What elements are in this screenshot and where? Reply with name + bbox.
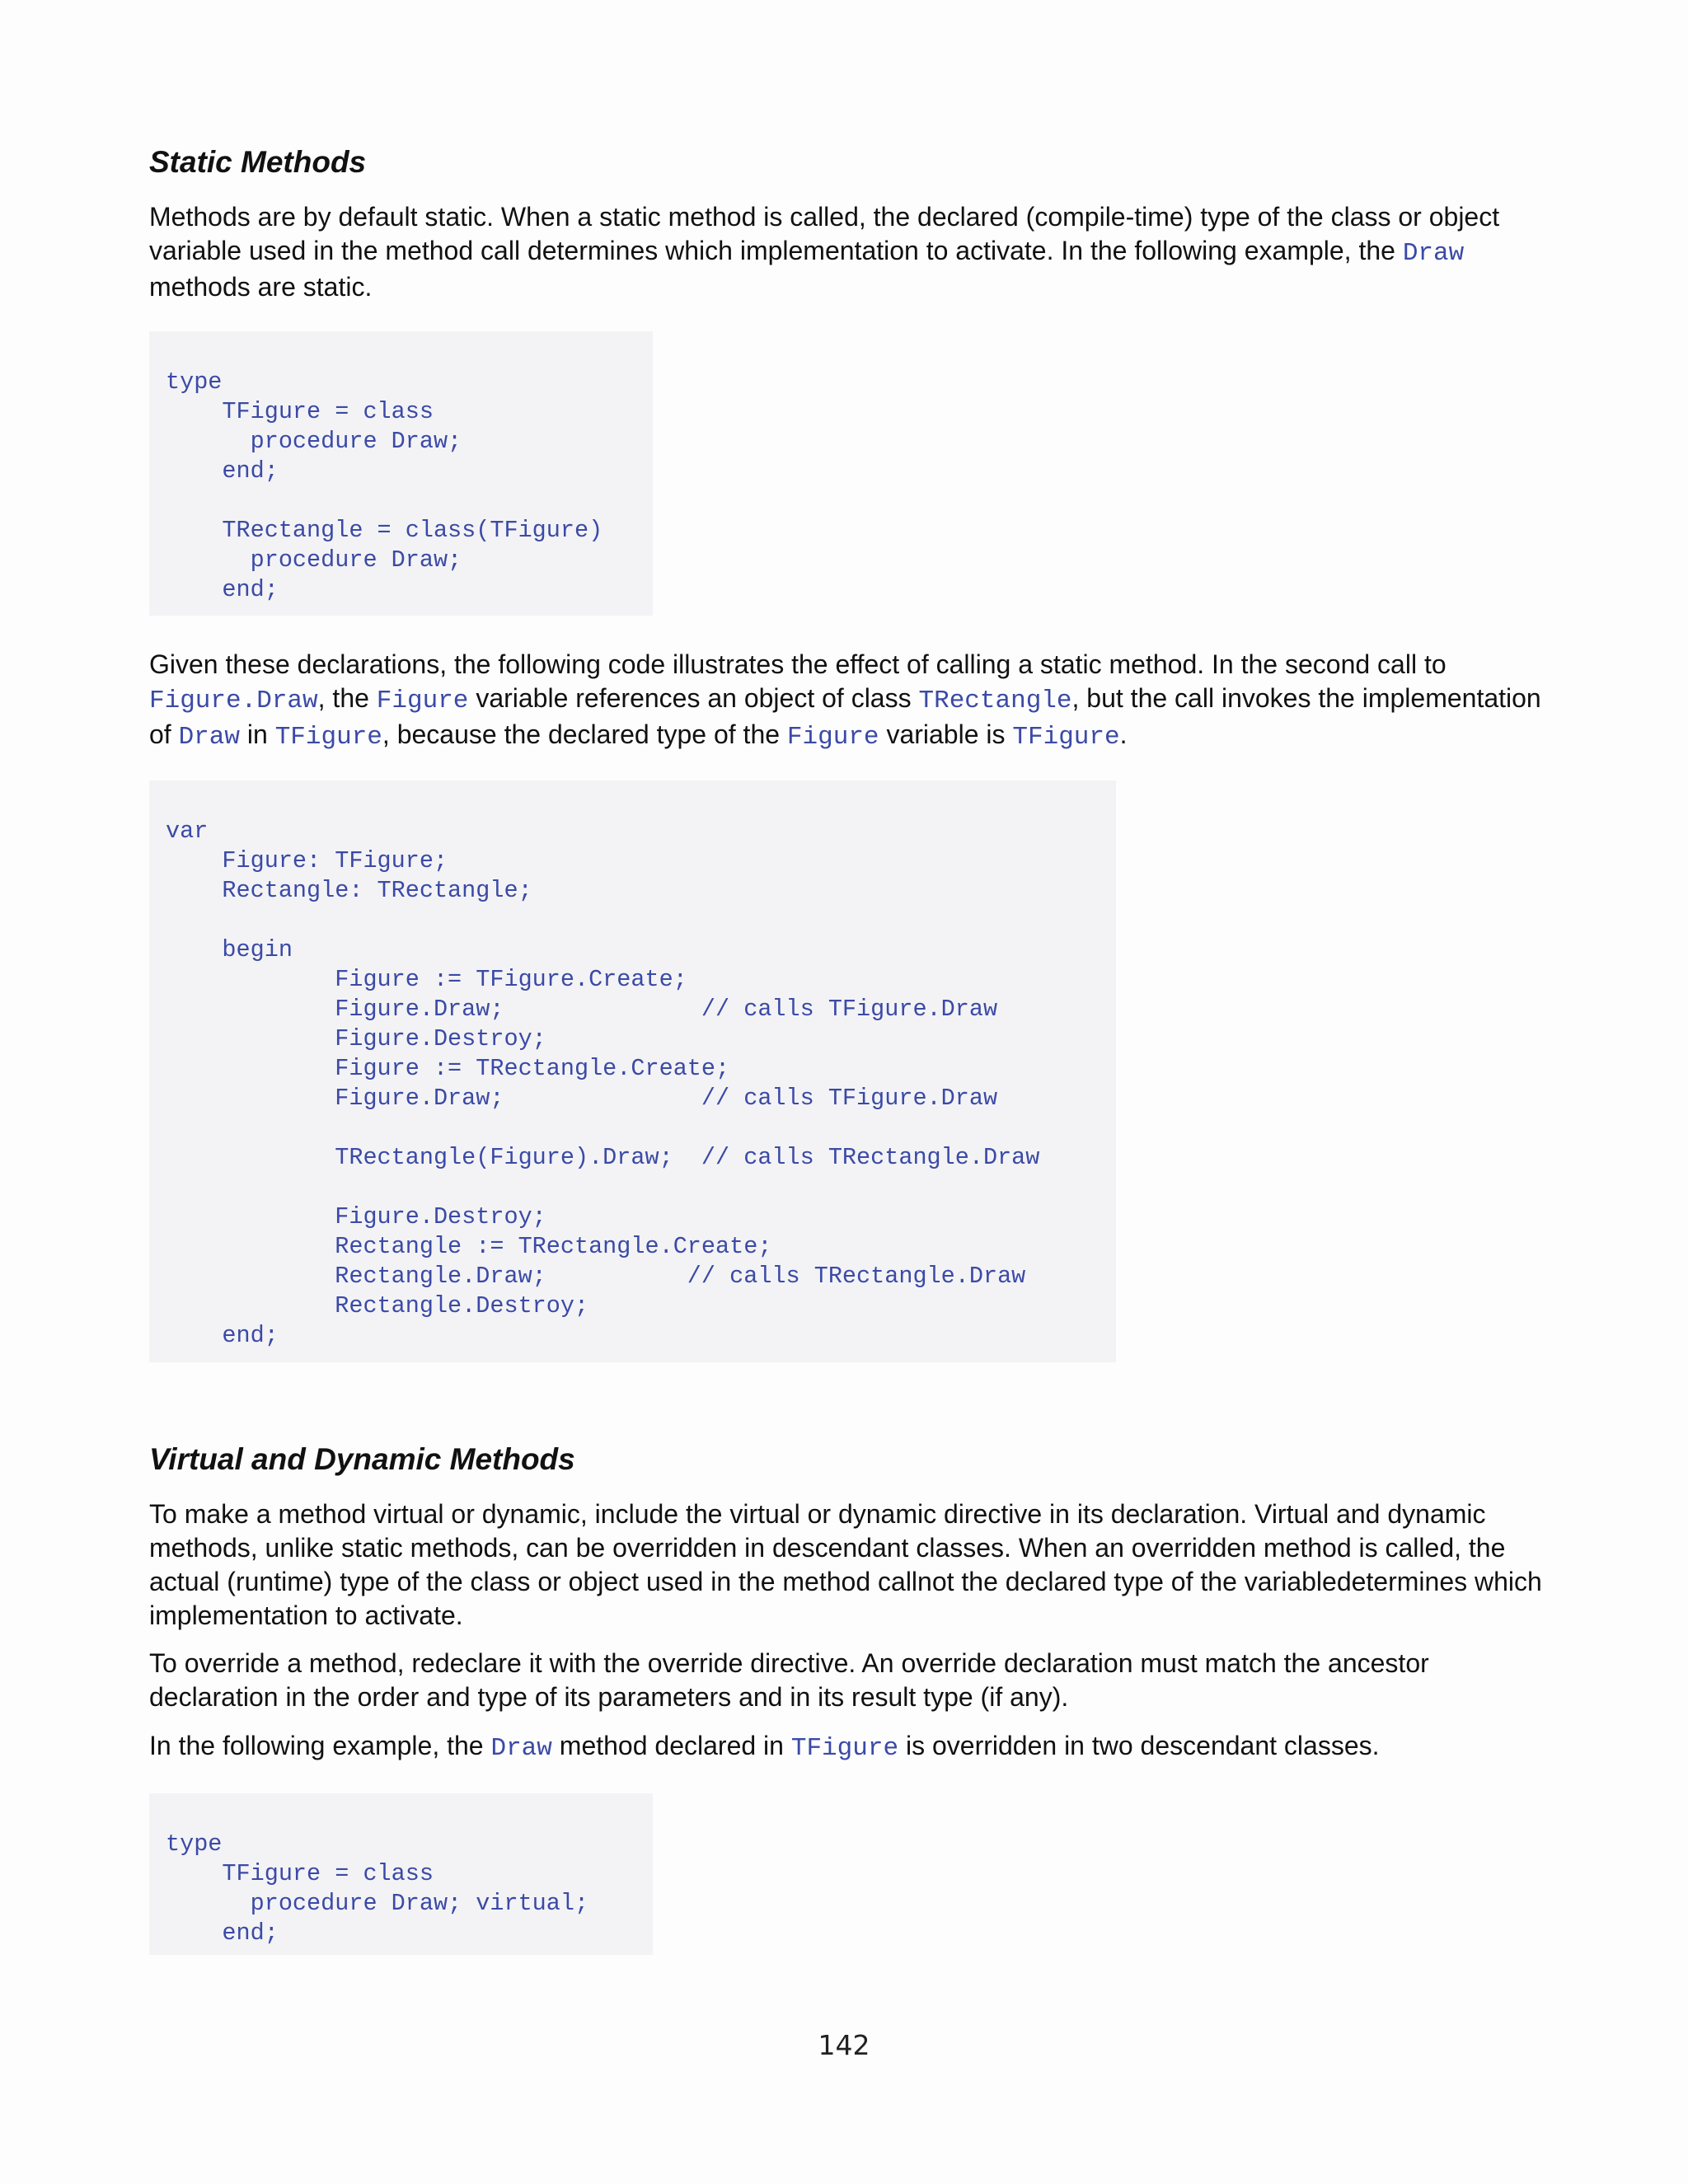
code-line: TRectangle = class(TFigure) (166, 517, 603, 544)
explain-text: , the (317, 683, 377, 713)
para3-text: In the following example, the (149, 1731, 491, 1760)
code-line: end; (166, 576, 279, 603)
section-heading-virtual-dynamic: Virtual and Dynamic Methods (149, 1442, 575, 1476)
explain-text: variable references an object of class (468, 683, 919, 713)
code-line: Figure.Destroy; (166, 1203, 546, 1230)
explain-code: Draw (178, 723, 240, 752)
code-block-static-usage (149, 780, 1116, 1362)
explain-text: Given these declarations, the following code illustrates the effect of calling a static method. In the second call to (149, 649, 1447, 679)
code-line: Figure.Draw; // calls TFigure.Draw (166, 1085, 998, 1112)
section-heading-static-methods: Static Methods (149, 145, 367, 179)
explain-code: Figure (376, 687, 469, 715)
code-line: procedure Draw; (166, 428, 462, 455)
explain-text: , because the declared type of the (382, 719, 787, 749)
virtual-paragraph-2: To override a method, redeclare it with the override directive. An override declaration must match the ancestor declaration in the order and type of its parameters and in its result type (if any). (149, 1648, 1429, 1712)
code-line: Figure := TFigure.Create; (166, 966, 687, 993)
para3-code: Draw (490, 1734, 552, 1763)
code-line: Rectangle.Destroy; (166, 1292, 589, 1319)
code-line: Rectangle.Draw; // calls TRectangle.Draw (166, 1263, 1026, 1290)
code-block-virtual-declaration (149, 1793, 653, 1955)
code-line: end; (166, 457, 279, 485)
code-line: TFigure = class (166, 1860, 434, 1887)
code-line: var (166, 818, 209, 845)
code-line: TFigure = class (166, 398, 434, 425)
virtual-paragraph-3 (149, 1729, 1550, 1765)
intro-code-draw: Draw (1402, 239, 1465, 268)
intro-text-2: methods are static. (149, 272, 373, 302)
code-line: type (166, 1830, 223, 1858)
code-line: end; (166, 1322, 279, 1349)
explain-text: variable is (879, 719, 1013, 749)
explain-code: Figure (786, 723, 879, 752)
code-line: Rectangle := TRectangle.Create; (166, 1233, 772, 1260)
code-line: end; (166, 1919, 279, 1947)
para3-code: TFigure (790, 1734, 899, 1763)
code-line: procedure Draw; virtual; (166, 1890, 589, 1917)
static-intro-paragraph (149, 200, 1550, 304)
virtual-paragraph-1: To make a method virtual or dynamic, include the virtual or dynamic directive in its declaration. Virtual and dynamic methods, unlike static methods, can be overridden in descendant classes. When an overridden method is called, the actual (runtime) type of the class or object used in the method callnot the declared type of the variabledetermines which implementation to activate. (149, 1499, 1542, 1630)
code-line: Figure.Destroy; (166, 1025, 546, 1052)
explain-text: in (240, 719, 275, 749)
page-number: 142 (818, 2029, 870, 2061)
code-line: Figure := TRectangle.Create; (166, 1055, 730, 1082)
code-line: begin (166, 936, 293, 963)
static-explain-paragraph (149, 648, 1550, 754)
para3-text: is overridden in two descendant classes. (898, 1731, 1380, 1760)
explain-text: . (1119, 719, 1128, 749)
para3-text: method declared in (551, 1731, 791, 1760)
explain-code: TFigure (274, 723, 382, 752)
code-line: type (166, 368, 223, 396)
code-line: Figure: TFigure; (166, 847, 448, 874)
explain-code: TRectangle (918, 687, 1072, 715)
explain-code: TFigure (1012, 723, 1120, 752)
explain-text: , but the call invokes the implementation of (149, 683, 1541, 749)
code-block-static-declarations (149, 331, 653, 616)
code-line: TRectangle(Figure).Draw; // calls TRectangle.Draw (166, 1144, 1040, 1171)
intro-text-1: Methods are by default static. When a static method is called, the declared (compile-time) type of the class or object variable used in the method call determines which implementation to activate. In the following example, the (149, 202, 1500, 265)
explain-code: Figure.Draw (149, 687, 318, 715)
code-line: Figure.Draw; // calls TFigure.Draw (166, 996, 998, 1023)
code-line: Rectangle: TRectangle; (166, 877, 532, 904)
code-line: procedure Draw; (166, 546, 462, 574)
